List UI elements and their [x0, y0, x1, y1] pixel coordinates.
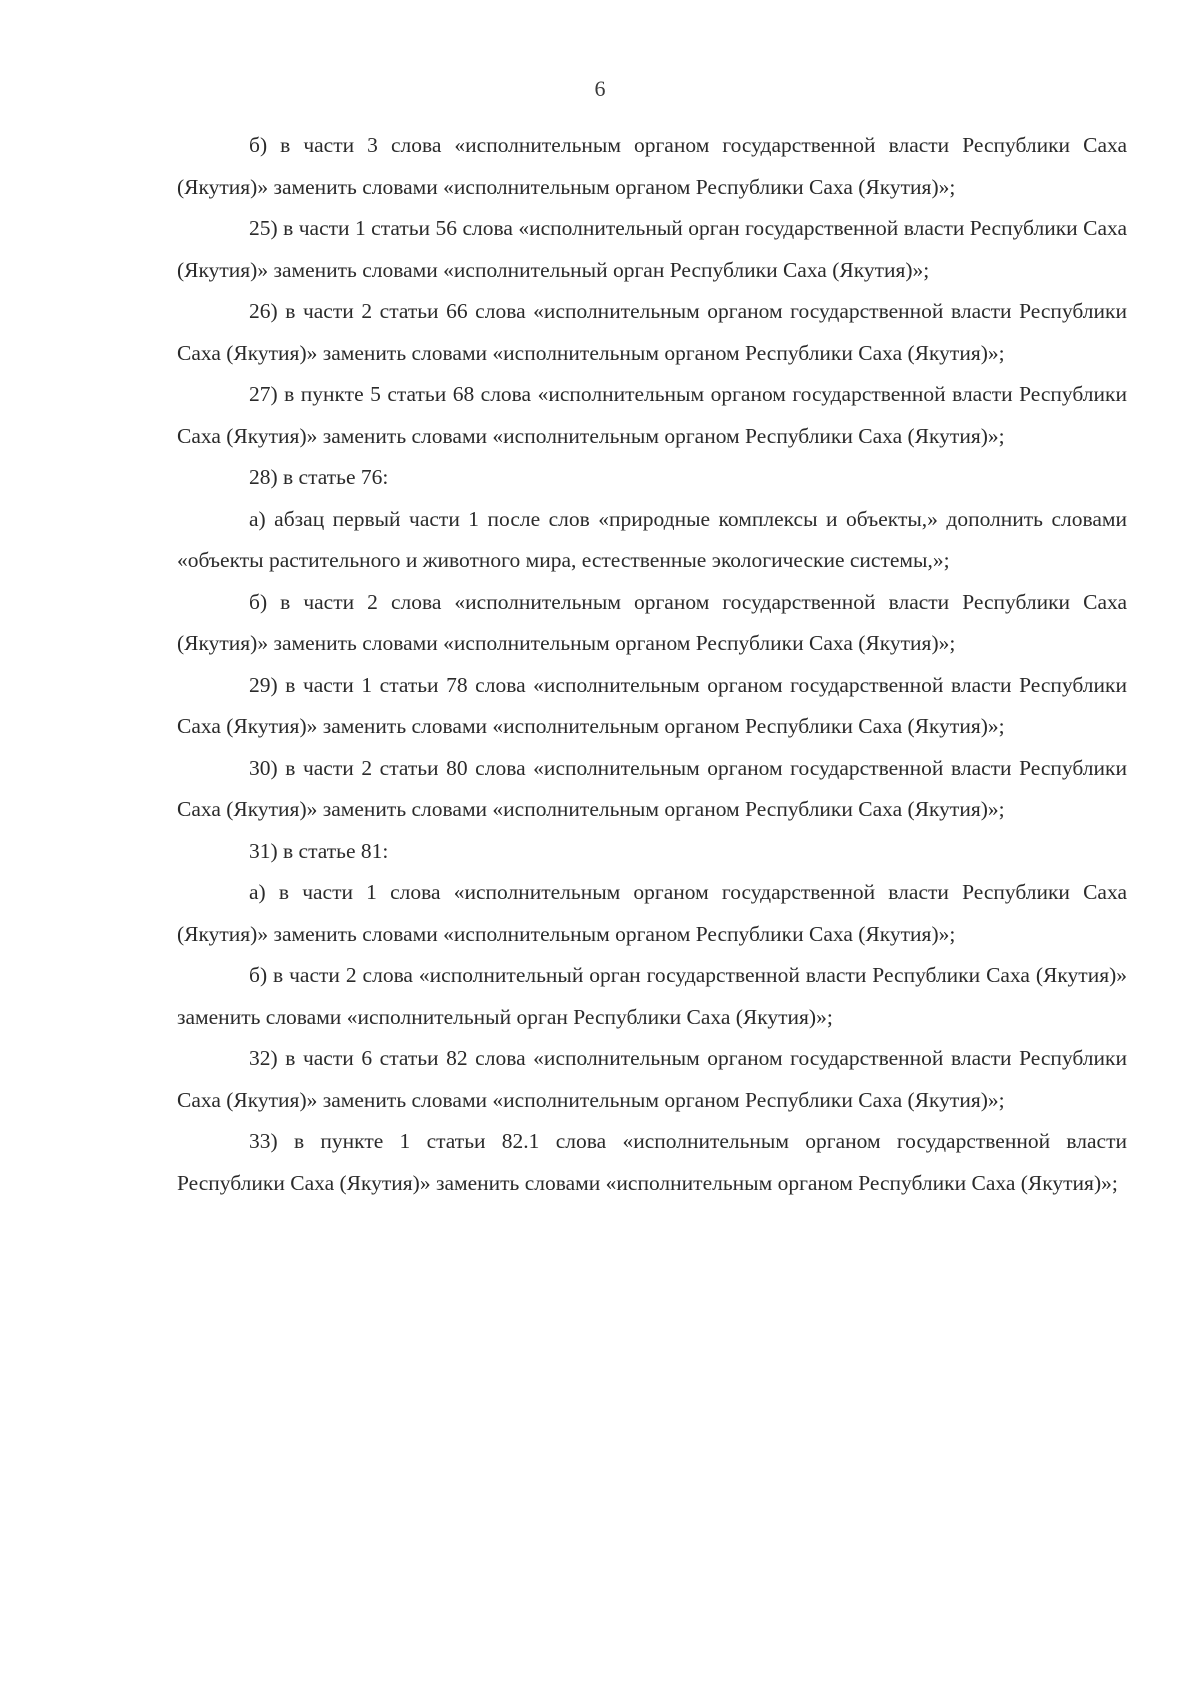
document-body — [177, 125, 1127, 1204]
paragraph: 28) в статье 76: — [249, 465, 389, 489]
paragraph: б) в части 2 слова «исполнительным органом государственной власти Республики Саха (Якутия)» заменить словами «исполнительным органом Республики Саха (Якутия)»; — [177, 589, 1127, 655]
paragraph: 25) в части 1 статьи 56 слова «исполнительный орган государственной власти Республики Саха (Якутия)» заменить словами «исполнительный орган Республики Саха (Якутия)»; — [177, 216, 1127, 282]
paragraph: 27) в пункте 5 статьи 68 слова «исполнительным органом государственной власти Республики Саха (Якутия)» заменить словами «исполнительным органом Республики Саха (Якутия)»; — [177, 382, 1127, 448]
paragraph: 29) в части 1 статьи 78 слова «исполнительным органом государственной власти Республики Саха (Якутия)» заменить словами «исполнительным органом Республики Саха (Якутия)»; — [177, 672, 1127, 738]
paragraph: 26) в части 2 статьи 66 слова «исполнительным органом государственной власти Республики Саха (Якутия)» заменить словами «исполнительным органом Республики Саха (Якутия)»; — [177, 299, 1127, 365]
paragraph: 32) в части 6 статьи 82 слова «исполнительным органом государственной власти Республики Саха (Якутия)» заменить словами «исполнительным органом Республики Саха (Якутия)»; — [177, 1046, 1127, 1112]
page-number: 6 — [594, 76, 606, 101]
paragraph: б) в части 2 слова «исполнительный орган государственной власти Республики Саха (Якутия)» заменить словами «исполнительный орган Республики Саха (Якутия)»; — [177, 963, 1127, 1029]
paragraph: а) в части 1 слова «исполнительным органом государственной власти Республики Саха (Якутия)» заменить словами «исполнительным органом Республики Саха (Якутия)»; — [177, 880, 1127, 946]
paragraph: а) абзац первый части 1 после слов «природные комплексы и объекты,» дополнить словами «объекты растительного и животного мира, естественные экологические системы,»; — [177, 506, 1127, 572]
paragraph: 31) в статье 81: — [249, 838, 389, 863]
paragraph: б) в части 3 слова «исполнительным органом государственной власти Республики Саха (Якутия)» заменить словами «исполнительным органом Республики Саха (Якутия)»; — [177, 133, 1127, 199]
paragraph: 30) в части 2 статьи 80 слова «исполнительным органом государственной власти Республики Саха (Якутия)» заменить словами «исполнительным органом Республики Саха (Якутия)»; — [177, 755, 1127, 821]
paragraph: 33) в пункте 1 статьи 82.1 слова «исполнительным органом государственной власти Республики Саха (Якутия)» заменить словами «исполнительным органом Республики Саха (Якутия)»; — [177, 1129, 1127, 1195]
